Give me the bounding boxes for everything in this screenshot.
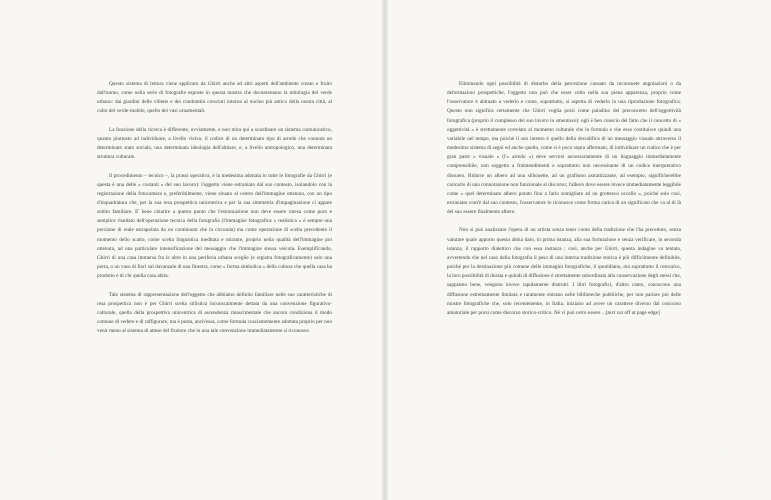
right-paragraph-1: Eliminando ogni possibilità di disturbo della percezione causato da inconsuete angolazioni o da deformazioni prospettiche, l'oggetto non può che esser colto nella sua piena apparenza, proprio come l'osservatore è abituato a vederlo e come, soprattutto, si aspetta di vederlo in una riproduzione fotografica. Questo non significa certamente che Ghirri voglia porsi come paladino del preconcetto dell'oggettività fotografica (proprio il complesso del suo lavoro lo smentisce): egli è ben conscio del fatto che il concetto di « oggettività » è strettamente correlato al momento culturale che lo formula e che esso costituisce quindi una variabile nel tempo, ma poiché il suo intento è quello della decodifica di un messaggio visuale attraverso il medesimo sistema di segni ed anche quello, come si è poco sopra affermato, di individuare un codice che è per gran parte « visuale » (l'« arredo ») deve servirsi necessariamente di un linguaggio immediatamente comprensibile, non soggetto a fraintendimenti e soprattutto non necessitante di un codice interpretativo dissueto. Ridurre un albero ad una silhouette, ad un grafismo astrattizzante, ad esempio, significherebbe caricarlo di una connotazione non funzionale al discorso; l'albero dove essere invece immediatamente leggibile come « quel determinato albero potato fino a farlo somigliare ad un grottesco uccello », poiché solo così, estraniato com'è dal suo contesto, l'osservatore lo riconosce come forma carica di un significato che va al di là del suo essere finalmente albero. — [447, 81, 681, 216]
right-text-column — [447, 80, 681, 318]
left-paragraph-4: Tale sistema di rappresentazione dell'oggetto che abbiamo definito familiare nelle sue caratteristiche di resa prospettica non è per Ghirri scelta stilistica inconscaimente dettata da una convenzione figurativo-culturale, quella della prospettiva unicentrica di ascendenza rinascimentale che ancora condiziona il modo comune di vedere e di raffigurare, ma è posta, anch'essa, come formula coscientemente adottata proprio per non venir meno al sistema di attese del fruitore che in una tale convenzione immediatamente si riconosce. — [97, 291, 332, 335]
right-folio-mark: · — [721, 453, 723, 458]
left-paragraph-1: Questo sistema di lettura viene applicato da Ghirri anche ad altri aspetti dell'ambiente creato e fruito dall'uomo, come nella serie di fotografie esposte in questa mostra che documentano la mitologia del verde urbano: dai giardini delle villette e dei condomini cresciuti intorno al nucleo più antico della nostra città, al culto del verde-mobile, quello dei vasi ornamentali. — [97, 81, 332, 115]
left-text-column — [97, 80, 332, 336]
book-gutter — [382, 0, 388, 500]
left-folio-mark: · — [48, 453, 50, 458]
left-paragraph-2: La funzione della ricerca è differente, ovviamente, e non mira qui a scardinare un sistema comunicativo, quanto piuttosto ad individuare, a livello visivo, il codice di un determinato tipo di arredo che connota un determinato stato sociale, una determinata ideologia dell'abitare, e, a livello antropologico, una determinata struttura culturale. — [97, 126, 332, 161]
right-paragraph-2: Non si può analizzare l'opera di un artista senza tener conto della tradizione che l'ha preceduto, senza valutare quale apporto questa abbia dato, in prima istanza, alla sua formazione e senza verificare, in seconda istanza, il rapporto dialettico che con essa instaura ; così, anche per Ghirri, questa indagine va tentata, avvertendo che nel caso della fotografia il peso di una interna tradizione storica è più difficilmente definibile, poiché per la destinazione più comune delle immagini fotografiche, il quotidiano, ma soprattutto il rotocalco, la loro possibilità di durata e quindi di diffusione è strettamente subordinata alla conservazione degli stessi che, sappiamo bene, vengono invece rapidamente distrutti. I libri fotografici, d'altro canto, conoscono una diffusione estremamente limitata e raramente entrano nelle biblioteche pubbliche, per non parlare poi delle mostre fotografiche che, solo recentemente, in Italia, iniziano ad avere un carattere diverso dal concorso amatoriale per porsi come discorso storico-critico. Né vi può certo essere ...[text cut off at page edge] — [447, 227, 681, 316]
left-paragraph-3: Il procedimento – tecnico –, la prassi operativa, è la medesima adottata in tutte le fotografie da Ghirri (e questa è una delle « costanti » del suo lavoro): l'oggetto viene estraniato dal suo contesto, isolandolo con la registrazione della fotocamera e, preferibilmente, viene situato al centro dell'immagine ottenuta, con un tipo d'inquadratura che, per la sua resa prospettica unicentrica e per la sua simmetria d'impaginazione ci appare subito familiare. E' bene chiarire a questo punto che l'estraniazione non deve essere intesa come puro e semplice risultato dell'operazione tecnica della fotografia (l'immagine fotografica « realistica » è sempre una porzione di reale estrapolata da un continuum che la circonda) ma come operazione di scelta precedente il momento dello scatto, come scelta linguistica meditata e mirante, proprio nella qualità dell'immagine poi ottenuta, ad una particolare intensificazione del messaggio che l'immagine stessa veicola. Esemplificando, Ghirri di una casa immersa fra le altre in una periferia urbana sceglie (e registra fotograficamente) solo una porta, o un vaso di fiori sul davanzale di una finestra, come « forma simbolica » della cultura che quella casa ha prodotto e di chi quella casa abita. — [97, 172, 332, 280]
